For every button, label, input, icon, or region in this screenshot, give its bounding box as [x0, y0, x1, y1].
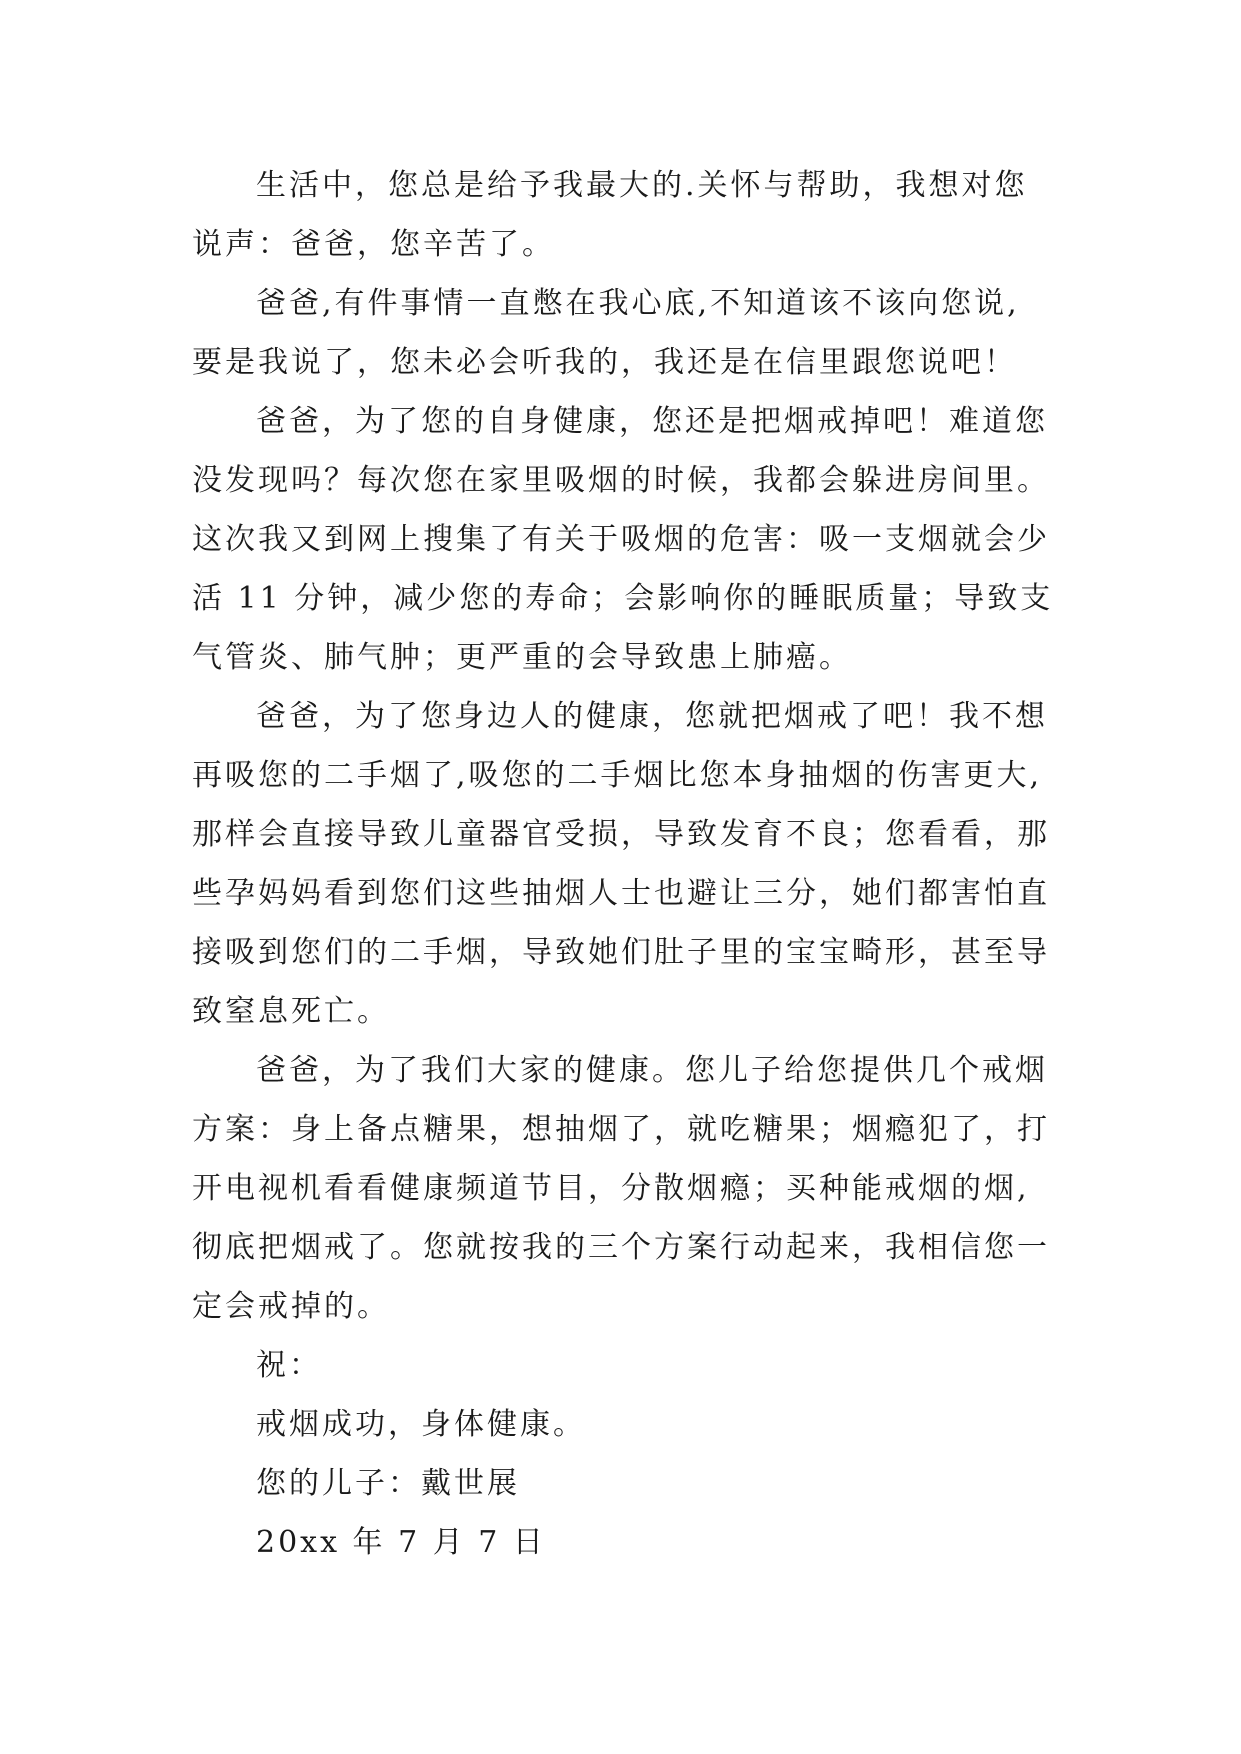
text-line: 再吸您的二手烟了,吸您的二手烟比您本身抽烟的伤害更大, — [192, 758, 1043, 793]
text-line: 爸爸，为了您的自身健康，您还是把烟戒掉吧！难道您 — [256, 404, 1048, 439]
text-line: 些孕妈妈看到您们这些抽烟人士也避让三分，她们都害怕直 — [192, 876, 1050, 911]
paragraph-intro — [192, 274, 1052, 392]
paragraph-plan — [192, 1041, 1052, 1336]
text-line: 爸爸，为了您身边人的健康，您就把烟戒了吧！我不想 — [256, 699, 1048, 734]
text-line: 开电视机看看健康频道节目，分散烟瘾；买种能戒烟的烟, — [192, 1171, 1030, 1206]
text-line: 方案：身上备点糖果，想抽烟了，就吃糖果；烟瘾犯了，打 — [192, 1112, 1050, 1147]
text-line: 这次我又到网上搜集了有关于吸烟的危害：吸一支烟就会少 — [192, 522, 1050, 557]
text-line: 爸爸,有件事情一直憋在我心底,不知道该不该向您说, — [256, 286, 1020, 321]
text-line: 那样会直接导致儿童器官受损，导致发育不良；您看看，那 — [192, 817, 1050, 852]
paragraph-others-health — [192, 687, 1052, 1041]
text-line: 说声：爸爸，您辛苦了。 — [192, 227, 555, 262]
closing-wish: 戒烟成功，身体健康。 — [256, 1407, 586, 1442]
text-line: 爸爸，为了我们大家的健康。您儿子给您提供几个戒烟 — [256, 1053, 1048, 1088]
letter-date: 20xx 年 7 月 7 日 — [256, 1525, 546, 1560]
signature: 您的儿子：戴世展 — [256, 1466, 520, 1501]
text-line: 生活中，您总是给予我最大的.关怀与帮助，我想对您 — [256, 168, 1028, 203]
paragraph-gratitude — [192, 156, 1052, 274]
text-line: 没发现吗？每次您在家里吸烟的时候，我都会躲进房间里。 — [192, 463, 1050, 498]
text-line: 要是我说了，您未必会听我的，我还是在信里跟您说吧！ — [192, 345, 1017, 380]
text-line: 定会戒掉的。 — [192, 1289, 390, 1324]
text-line: 接吸到您们的二手烟，导致她们肚子里的宝宝畸形，甚至导 — [192, 935, 1050, 970]
text-line: 活 11 分钟，减少您的寿命；会影响你的睡眠质量；导致支 — [192, 581, 1054, 616]
closing-salutation: 祝： — [256, 1348, 322, 1383]
text-line: 彻底把烟戒了。您就按我的三个方案行动起来，我相信您一 — [192, 1230, 1050, 1265]
text-line: 致窒息死亡。 — [192, 994, 390, 1029]
text-line: 气管炎、肺气肿；更严重的会导致患上肺癌。 — [192, 640, 852, 675]
paragraph-own-health — [192, 392, 1052, 687]
letter-body — [192, 156, 1052, 1572]
